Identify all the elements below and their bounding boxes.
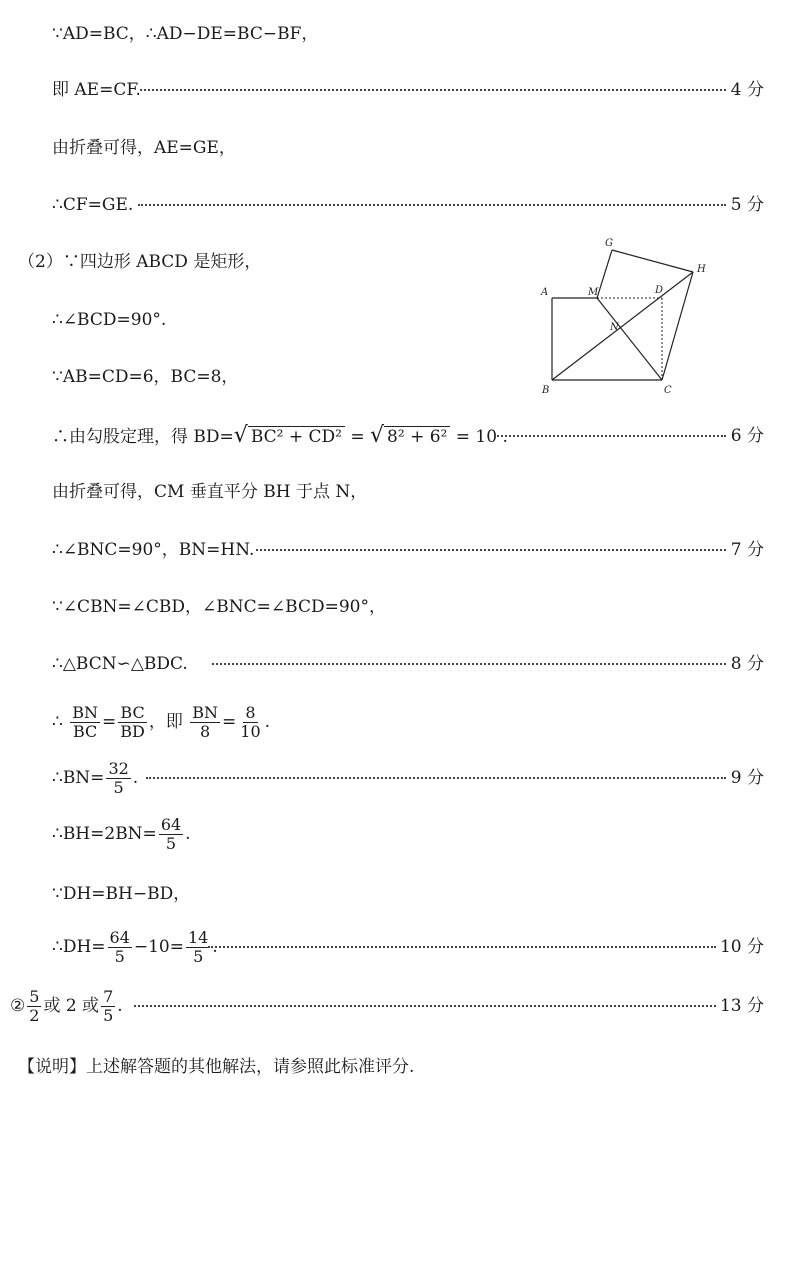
denominator: 5 (165, 834, 177, 853)
fraction (238, 704, 262, 741)
line-text (52, 925, 218, 969)
fraction (108, 929, 132, 966)
solution-line (0, 984, 788, 1028)
line-text-part: ∴DH= (52, 937, 106, 957)
line-text-part: ∴ (52, 712, 63, 732)
segment-hc (662, 272, 693, 380)
solution-line (0, 925, 788, 969)
denominator: BD (120, 722, 145, 741)
numerator: 8 (245, 703, 256, 722)
score-label: 7 分 (730, 540, 764, 560)
leader-dots (256, 549, 726, 551)
line-text-part: . (264, 712, 271, 732)
line-text: ∵DH=BH−BD， (52, 884, 191, 904)
fraction (186, 929, 210, 966)
numerator: 14 (188, 928, 209, 947)
leader-dots (494, 435, 726, 437)
line-text-part: = 10 . (455, 427, 508, 447)
radical-sign: √ (233, 423, 248, 448)
denominator: BC (72, 722, 98, 741)
radical-sign: √ (370, 423, 385, 448)
line-text-part: ∴BN= (52, 768, 105, 788)
sqrt-expression: BC² + CD² (248, 426, 345, 447)
numerator: BN (192, 703, 219, 722)
line-text (52, 756, 138, 800)
equals-sign: = (350, 427, 365, 447)
leader-dots (212, 663, 726, 665)
solution-line (0, 528, 788, 572)
numerator: 64 (109, 928, 130, 947)
line-text: 即 AE=CF. (52, 80, 141, 100)
line-text: ∴∠BCD=90°. (52, 310, 167, 330)
fraction (159, 816, 183, 853)
line-text-part: . (117, 996, 123, 1016)
point-label-m: M (588, 287, 599, 298)
point-label-g: G (605, 238, 613, 249)
solution-line (0, 642, 788, 686)
denominator: 5 (114, 947, 125, 966)
line-text: ∴CF=GE. (52, 195, 134, 215)
segment-bh (552, 272, 693, 380)
line-text (52, 812, 191, 856)
line-text (52, 414, 508, 458)
line-text-part: . (212, 937, 218, 957)
solution-line (0, 872, 788, 916)
denominator: 5 (113, 778, 124, 797)
fraction (118, 704, 147, 741)
point-label-c: C (664, 385, 672, 396)
numerator: 5 (29, 987, 40, 1006)
denominator: 2 (29, 1006, 40, 1025)
line-text: ∴△BCN∽△BDC. (52, 654, 188, 674)
solution-line (0, 12, 788, 56)
leader-dots (138, 204, 726, 206)
grading-note: 【说明】上述解答题的其他解法，请参照此标准评分. (18, 1057, 415, 1077)
numerator: 7 (103, 987, 114, 1006)
solution-line (0, 470, 788, 514)
fraction (190, 704, 220, 741)
leader-dots (208, 946, 716, 948)
line-text-part: 或 2 或 (43, 996, 100, 1016)
point-label-h: H (697, 264, 706, 275)
point-label-d: D (655, 285, 664, 296)
segment-gh (612, 250, 693, 272)
fraction (101, 988, 115, 1025)
fraction (27, 988, 41, 1025)
fraction (106, 760, 130, 797)
line-text-part: . (132, 768, 139, 788)
leader-dots (146, 777, 726, 779)
denominator: 5 (193, 947, 204, 966)
score-label: 8 分 (730, 654, 764, 674)
score-label: 13 分 (719, 996, 764, 1016)
numerator: BC (120, 703, 145, 722)
line-text: 由折叠可得，CM 垂直平分 BH 于点 N， (52, 482, 368, 502)
segment-mc (597, 298, 662, 380)
solution-line (0, 183, 788, 227)
leader-dots (140, 89, 726, 91)
line-text-part: ，即 (148, 712, 183, 732)
line-text: （2）∵四边形 ABCD 是矩形， (18, 252, 262, 272)
geometry-figure (530, 234, 720, 404)
fraction (70, 704, 100, 741)
line-text-part: ∴由勾股定理，得 BD= (52, 427, 234, 447)
sqrt-expression: 8² + 6² (384, 426, 450, 447)
line-text: ∵AD=BC，∴AD−DE=BC−BF， (52, 24, 319, 44)
segment-mg (597, 250, 612, 298)
solution-line (0, 756, 788, 800)
numerator: BN (72, 703, 98, 722)
score-label: 10 分 (719, 937, 764, 957)
denominator: 10 (240, 722, 261, 741)
line-text (10, 984, 123, 1028)
point-label-b: B (542, 385, 550, 396)
line-text: ∴∠BNC=90°，BN=HN. (52, 540, 255, 560)
line-text: ∴ $\frac{BN}{BC}$ = $\frac{BC}{BD}$ ，即 $\frac{BN}{8}$ = $\frac{8}{10}$ . (52, 703, 271, 741)
solution-line (0, 812, 788, 856)
score-label: 9 分 (730, 768, 764, 788)
point-label-n: N (610, 322, 619, 333)
line-text: ∵∠CBN=∠CBD，∠BNC=∠BCD=90°， (52, 597, 386, 617)
denominator: 5 (103, 1006, 114, 1025)
solution-line (0, 700, 788, 744)
line-text-part: ② (10, 996, 26, 1016)
numerator: 64 (160, 815, 182, 834)
score-label: 4 分 (730, 80, 764, 100)
line-text-part: −10= (133, 937, 184, 957)
solution-line (0, 414, 788, 458)
leader-dots (134, 1005, 716, 1007)
score-label: 5 分 (730, 195, 764, 215)
line-text: 由折叠可得，AE=GE， (52, 138, 236, 158)
point-label-a: A (541, 287, 549, 298)
score-label: 6 分 (730, 426, 764, 446)
denominator: 8 (200, 722, 211, 741)
line-text-part: ∴BH=2BN= (52, 824, 157, 844)
numerator: 32 (108, 759, 129, 778)
solution-line (0, 126, 788, 170)
line-text: ∵AB=CD=6，BC=8， (52, 367, 239, 387)
line-text-part: . (185, 824, 191, 844)
solution-line (0, 585, 788, 629)
solution-line (0, 68, 788, 112)
